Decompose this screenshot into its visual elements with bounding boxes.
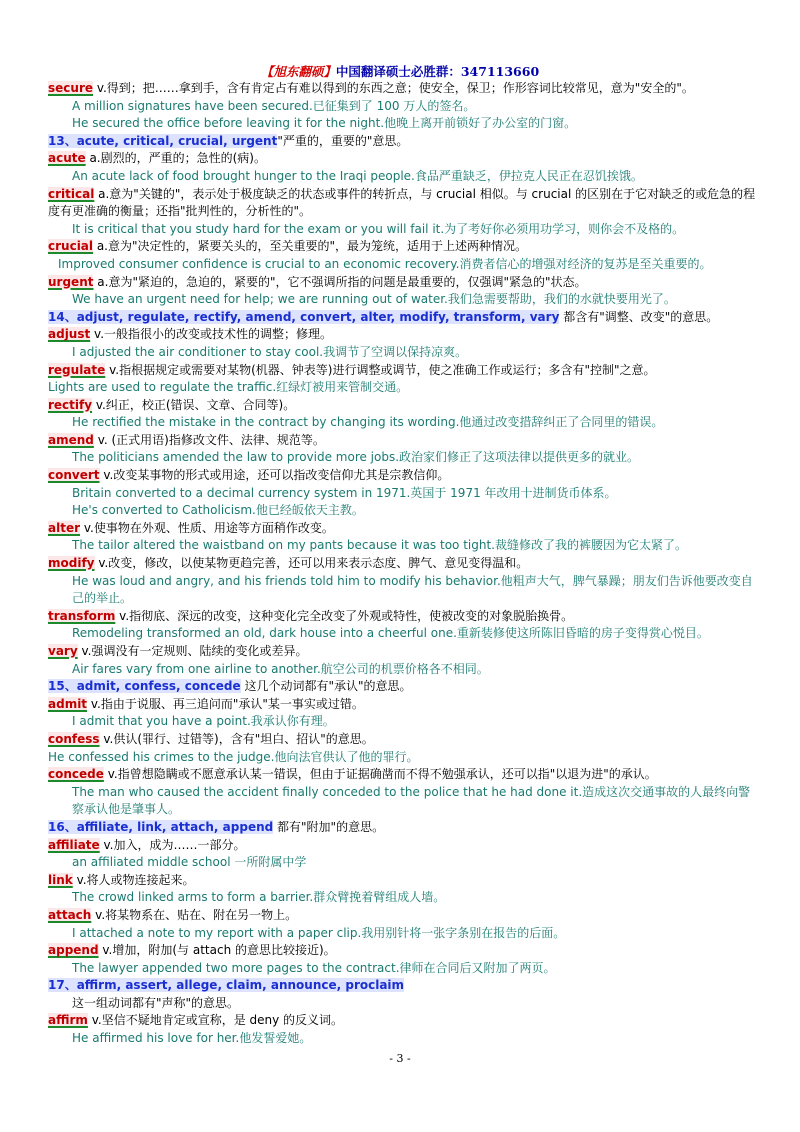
group-note: [48, 995, 758, 1013]
example-zh: 一所附属中学: [230, 855, 307, 870]
example-zh: 为了考好你必须用功学习，则你会不及格的。: [444, 221, 685, 236]
headword: alter: [48, 520, 81, 535]
example-en: Lights are used to regulate the traffic.: [48, 380, 277, 395]
vocab-entry: [48, 362, 758, 380]
example-sentence: [48, 344, 758, 362]
vocab-entry: [48, 150, 758, 168]
group-meaning: 这几个动词都有"承认"的意思。: [240, 679, 412, 694]
example-zh: 我调节了空调以保持凉爽。: [323, 344, 468, 359]
example-en: He affirmed his love for her.: [72, 1031, 240, 1046]
example-zh: 重新装修使这所陈旧昏暗的房子变得赏心悦目。: [456, 626, 709, 641]
group-heading: [48, 678, 758, 696]
example-en: He secured the office before leaving it for the night.: [72, 116, 385, 131]
headword: attach: [48, 907, 92, 922]
example-zh: 英国于 1971 年改用十进制货币体系。: [410, 485, 617, 500]
example-sentence: [48, 784, 758, 819]
example-zh: 我承认你有理。: [250, 714, 335, 729]
example-sentence: [48, 960, 758, 978]
group-heading: [48, 977, 758, 995]
vocab-entry: [48, 555, 758, 573]
example-zh: 裁缝修改了我的裤腰因为它太紧了。: [494, 538, 687, 553]
example-en: It is critical that you study hard for the exam or you will fail it.: [72, 221, 445, 236]
definition: v.供认(罪行、过错等)，含有"坦白、招认"的意思。: [99, 731, 374, 746]
headword: modify: [48, 556, 95, 571]
definition: v.将某物系在、贴在、附在另一物上。: [91, 907, 298, 922]
example-sentence: [48, 502, 758, 520]
example-en: We have an urgent need for help; we are running out of water.: [72, 292, 448, 307]
example-zh: 他晚上离开前锁好了办公室的门窗。: [384, 116, 577, 131]
vocab-entry: [48, 186, 758, 221]
example-en: He was loud and angry, and his friends told him to modify his behavior.: [72, 573, 501, 588]
example-zh: 我用别针将一张字条别在报告的后面。: [361, 925, 566, 940]
definition: v.指彻底、深远的改变，这种变化完全改变了外观或特性，使被改变的对象脱胎换骨。: [115, 608, 574, 623]
example-sentence: [48, 889, 758, 907]
example-zh: 他已经皈依天主教。: [255, 503, 364, 518]
example-zh: 他发誓爱她。: [239, 1031, 312, 1046]
example-en: an affiliated middle school: [72, 855, 231, 870]
vocab-entry: [48, 731, 758, 749]
group-meaning: "严重的，重要的"意思。: [277, 133, 409, 148]
headword: secure: [48, 81, 93, 95]
vocab-entry: [48, 907, 758, 925]
definition: v.指根据规定或需要对某物(机器、钟表等)进行调整或调节，使之准确工作或运行；多含有"控制"之意。: [105, 362, 656, 377]
vocab-entry: [48, 766, 758, 784]
example-en: The lawyer appended two more pages to the contract.: [72, 960, 400, 975]
example-sentence: [48, 537, 758, 555]
page-number: - 3 -: [389, 1052, 411, 1065]
headword: crucial: [48, 239, 94, 254]
headword: append: [48, 943, 99, 958]
example-en: The tailor altered the waistband on my pants because it was too tight.: [72, 538, 495, 553]
group-heading: [48, 309, 758, 327]
vocab-entry: [48, 432, 758, 450]
example-sentence: [48, 414, 758, 432]
example-zh: 航空公司的机票价格各不相同。: [320, 661, 489, 676]
example-sentence: [48, 168, 758, 186]
example-sentence: [48, 221, 758, 239]
header-brand: 【旭东翻硕】: [260, 64, 336, 79]
example-en: I attached a note to my report with a paper clip.: [72, 925, 362, 940]
group-words: 17、affirm, assert, allege, claim, announce, proclaim: [48, 978, 405, 993]
headword: admit: [48, 696, 88, 711]
example-zh: 消费者信心的增强对经济的复苏是至关重要的。: [459, 256, 712, 271]
example-en: Britain converted to a decimal currency system in 1971.: [72, 485, 411, 500]
vocab-entry: [48, 80, 758, 98]
definition: v.指曾想隐瞒或不愿意承认某一错误，但由于证据确凿而不得不勉强承认，还可以指"以退为进"的承认。: [103, 767, 657, 782]
headword: link: [48, 872, 73, 887]
group-words: 16、affiliate, link, attach, append: [48, 819, 274, 834]
group-words: 15、admit, confess, concede: [48, 679, 241, 694]
example-zh: 造成这次交通事故的人最终向警察承认他是肇事人。: [72, 784, 751, 817]
definition: a.意为"关键的"，表示处于极度缺乏的状态或事件的转折点，与 crucial 相似。与 crucial 的区别在于它对缺乏的或危急的程度有更准确的衡量；还指"批判性的，分析性的"。: [48, 186, 756, 219]
vocab-entry: [48, 326, 758, 344]
example-sentence: [48, 449, 758, 467]
vocab-entry: [48, 467, 758, 485]
vocab-entry: [48, 238, 758, 256]
example-sentence: [48, 625, 758, 643]
example-en: Air fares vary from one airline to another.: [72, 661, 321, 676]
group-heading: [48, 133, 758, 151]
vocab-entry: [48, 274, 758, 292]
vocab-entry: [48, 696, 758, 714]
headword: convert: [48, 468, 100, 483]
example-en: The politicians amended the law to provide more jobs.: [72, 450, 400, 465]
example-en: Remodeling transformed an old, dark house into a cheerful one.: [72, 626, 457, 641]
definition: v.得到；把……拿到手，含有肯定占有难以得到的东西之意；使安全，保卫；作形容词比较常见，意为"安全的"。: [93, 81, 694, 95]
definition: v.改变某事物的形式或用途，还可以指改变信仰尤其是宗教信仰。: [99, 468, 450, 483]
definition: v.指由于说服、再三追问而"承认"某一事实或过错。: [87, 696, 364, 711]
example-en: He's converted to Catholicism.: [72, 503, 256, 518]
example-zh: 他粗声大气，脾气暴躁；朋友们告诉他要改变自己的举止。: [72, 573, 753, 606]
example-en: An acute lack of food brought hunger to the Iraqi people.: [72, 168, 415, 183]
definition: v.增加，附加(与 attach 的意思比较接近)。: [98, 943, 336, 958]
headword: affirm: [48, 1013, 88, 1028]
example-sentence: [48, 115, 758, 133]
example-en: I admit that you have a point.: [72, 714, 251, 729]
example-en: I adjusted the air conditioner to stay cool.: [72, 344, 324, 359]
example-zh: 食品严重缺乏，伊拉克人民正在忍饥挨饿。: [414, 168, 643, 183]
definition: v.改变，修改，以使某物更趋完善，还可以用来表示态度、脾气、意见变得温和。: [94, 556, 529, 571]
definition: v.使事物在外观、性质、用途等方面稍作改变。: [80, 520, 334, 535]
definition: v.一般指很小的改变或技术性的调整；修理。: [90, 327, 333, 342]
vocab-entry: [48, 608, 758, 626]
example-zh: 我们急需要帮助，我们的水就快要用光了。: [447, 292, 676, 307]
vocab-entry: [48, 397, 758, 415]
example-sentence: [48, 661, 758, 679]
example-sentence: [48, 713, 758, 731]
example-sentence: [48, 291, 758, 309]
definition: v. (正式用语)指修改文件、法律、规范等。: [93, 432, 325, 447]
page-header: [0, 62, 800, 80]
example-zh: 他向法官供认了他的罪行。: [274, 749, 419, 764]
vocab-entry: [48, 872, 758, 890]
example-sentence: [48, 98, 758, 116]
headword: rectify: [48, 397, 93, 412]
vocab-entry: [48, 942, 758, 960]
group-meaning: 都有"附加"的意思。: [273, 819, 385, 834]
group-words: 14、adjust, regulate, rectify, amend, convert, alter, modify, transform, vary: [48, 309, 560, 324]
example-sentence: [48, 925, 758, 943]
headword: adjust: [48, 327, 91, 342]
group-meaning: 都含有"调整、改变"的意思。: [559, 309, 719, 324]
example-zh: 政治家们修正了这项法律以提供更多的就业。: [399, 450, 640, 465]
example-zh: 群众臂挽着臂组成人墙。: [313, 890, 446, 905]
example-en: Improved consumer confidence is crucial to an economic recovery.: [58, 256, 460, 271]
example-en: The man who caused the accident finally conceded to the police that he had done it.: [72, 784, 583, 799]
headword: urgent: [48, 274, 94, 289]
example-en: The crowd linked arms to form a barrier.: [72, 890, 314, 905]
definition: v.加入，成为……一部分。: [99, 837, 246, 852]
example-sentence: [48, 379, 758, 397]
vocab-entry: [48, 643, 758, 661]
example-zh: 他通过改变措辞纠正了合同里的错误。: [459, 415, 664, 430]
definition: a.剧烈的，严重的；急性的(病)。: [85, 151, 266, 166]
example-sentence: [48, 256, 758, 274]
definition: a.意为"决定性的，紧要关头的，至关重要的"，最为笼统，适用于上述两种情况。: [93, 239, 528, 254]
definition: v.坚信不疑地肯定或宣称，是 deny 的反义词。: [87, 1013, 344, 1028]
header-group-info: 中国翻译硕士必胜群：347113660: [335, 64, 540, 79]
vocab-entry: [48, 520, 758, 538]
document-body: [48, 80, 758, 1048]
headword: vary: [48, 644, 78, 658]
example-zh: 已征集到了 100 万人的签名。: [312, 98, 476, 113]
group-heading: [48, 819, 758, 837]
vocab-entry: [48, 837, 758, 855]
headword: transform: [48, 608, 116, 623]
example-en: He confessed his crimes to the judge.: [48, 749, 275, 764]
headword: amend: [48, 432, 94, 447]
definition: v.纠正，校正(错误、文章、合同等)。: [92, 397, 296, 412]
definition: v.强调没有一定规则、陆续的变化或差异。: [77, 644, 308, 658]
example-en: A million signatures have been secured.: [72, 98, 313, 113]
definition: v.将人或物连接起来。: [72, 872, 195, 887]
example-sentence: [48, 749, 758, 767]
group-note-text: 这一组动词都有"声称"的意思。: [72, 995, 240, 1010]
example-sentence: [48, 485, 758, 503]
vocab-entry: [48, 1012, 758, 1030]
group-words: 13、acute, critical, crucial, urgent: [48, 133, 278, 148]
headword: affiliate: [48, 837, 100, 852]
example-zh: 律师在合同后又附加了两页。: [399, 960, 556, 975]
example-en: He rectified the mistake in the contract by changing its wording.: [72, 415, 460, 430]
headword: confess: [48, 731, 100, 746]
headword: critical: [48, 186, 95, 201]
example-sentence: [48, 1030, 758, 1048]
headword: acute: [48, 151, 86, 166]
example-zh: 红绿灯被用来管制交通。: [276, 380, 409, 395]
example-sentence: [48, 854, 758, 872]
headword: regulate: [48, 362, 106, 377]
headword: concede: [48, 767, 104, 782]
definition: a.意为"紧迫的，急迫的，紧要的"，它不强调所指的问题是最重要的，仅强调"紧急的"状态。: [93, 274, 587, 289]
example-sentence: [48, 573, 758, 608]
